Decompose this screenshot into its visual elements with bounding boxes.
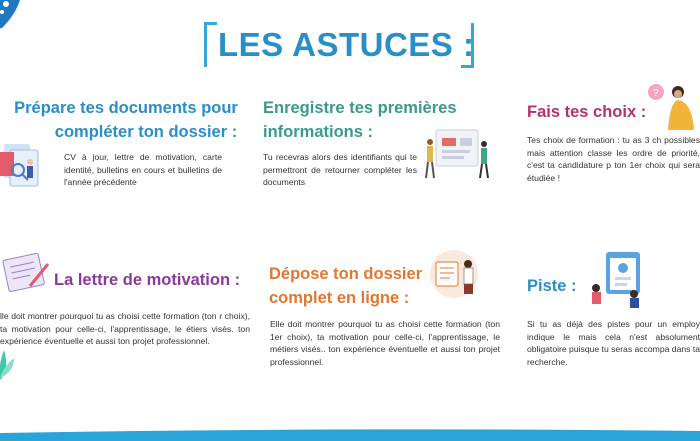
submit-illustration	[428, 248, 486, 300]
documents-heading-line2: compléter ton dossier :	[54, 123, 238, 141]
register-heading-line2: informations :	[263, 123, 373, 141]
title-bracket-left	[204, 22, 217, 67]
choices-body: Tes choix de formation : tu as 3 ch possibles mais attention classe les ordre de priorité, c'est ta candidature p ton 1er choix qui sera étudiée !	[527, 135, 700, 183]
choices-illustration	[644, 80, 700, 130]
letter-illustration	[0, 250, 52, 298]
svg-text:?: ?	[653, 88, 659, 99]
lead-heading: Piste :	[527, 277, 577, 295]
choices-heading: Fais tes choix :	[527, 103, 647, 121]
submit-body: Elle doit montrer pourquoi tu as choisi cette formation (ton 1er choix), ta motivation pour celle-ci, l'apprentissage, le métiers visés.. ton expérience éventuelle et aussi ton projet professionnel.	[270, 319, 500, 367]
page-title: LES ASTUCES :	[218, 26, 475, 63]
register-illustration	[422, 124, 492, 182]
submit-heading-line2: complet en ligne :	[269, 289, 410, 307]
title-frame	[204, 22, 474, 68]
leaf-icon	[0, 350, 16, 380]
submit-heading	[269, 262, 449, 310]
register-heading-line1: Enregistre tes premières	[263, 99, 457, 117]
submit-heading-line1: Dépose ton dossier	[269, 265, 423, 283]
bottom-wave	[0, 427, 700, 441]
register-body: Tu recevras alors des identifiants qui te permettront de retourner compléter les documents	[263, 152, 417, 188]
documents-body: CV à jour, lettre de motivation, carte identité, bulletins en cours et bulletins de l'année précédente	[64, 152, 222, 188]
documents-illustration	[0, 140, 46, 192]
lead-body: Si tu as déjà des pistes pour un employ indique le mais cela n'est absolument obligatoire puisque tu seras accompa dans ta recherche.	[527, 319, 700, 367]
letter-heading: La lettre de motivation :	[54, 271, 241, 289]
lead-illustration	[588, 250, 644, 308]
documents-heading	[6, 96, 246, 144]
logo-icon	[0, 0, 22, 30]
letter-body: lle doit montrer pourquoi tu as choisi cette formation (ton r choix), ta motivation pour celle-ci, l'apprentissage, le étiers visés. ton expérience éventuelle et aussi ton projet professionnel.	[0, 311, 250, 347]
documents-heading-line1: Prépare tes documents pour	[14, 99, 238, 117]
